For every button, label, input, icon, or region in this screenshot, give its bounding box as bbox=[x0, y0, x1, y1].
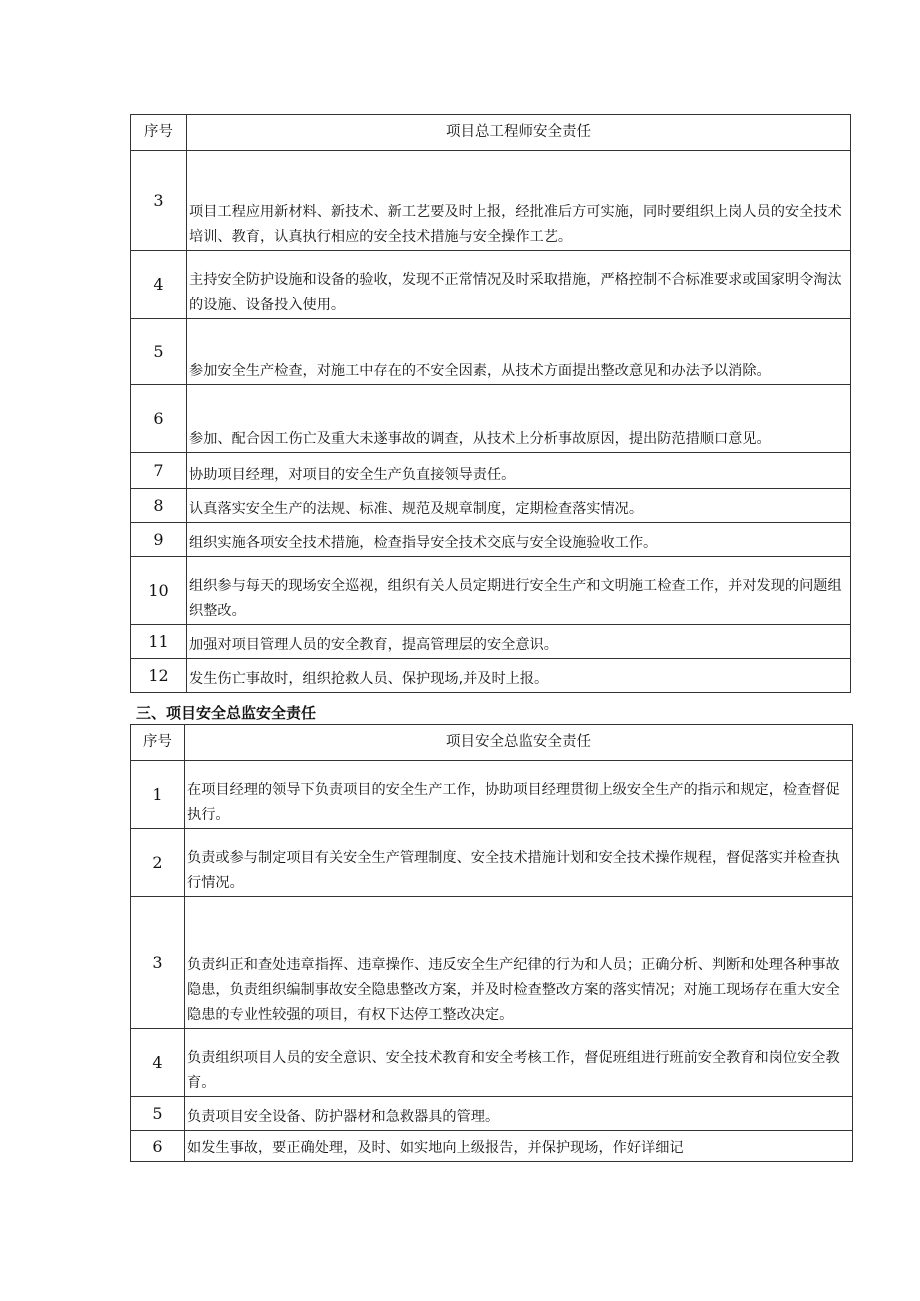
table-row bbox=[131, 829, 853, 897]
table-row bbox=[131, 1097, 853, 1131]
row-text: 组织实施各项安全技术措施，检查指导安全技术交底与安全设施验收工作。 bbox=[187, 523, 851, 557]
row-number: 3 bbox=[131, 897, 185, 1029]
row-text: 负责组织项目人员的安全意识、安全技术教育和安全考核工作，督促班组进行班前安全教育和岗位安全教育。 bbox=[185, 1029, 853, 1097]
row-number: 7 bbox=[131, 453, 187, 489]
table-row bbox=[131, 1029, 853, 1097]
table-row bbox=[131, 761, 853, 829]
row-number: 3 bbox=[131, 151, 187, 251]
table-row bbox=[131, 659, 851, 693]
row-text: 负责或参与制定项目有关安全生产管理制度、安全技术措施计划和安全技术操作规程，督促落实并检查执行情况。 bbox=[185, 829, 853, 897]
safety-director-responsibility-table bbox=[130, 724, 853, 1162]
table-row bbox=[131, 625, 851, 659]
row-number: 12 bbox=[131, 659, 187, 693]
row-number: 6 bbox=[131, 385, 187, 453]
table-row bbox=[131, 897, 853, 1029]
table-row bbox=[131, 1131, 853, 1162]
row-text: 发生伤亡事故时，组织抢救人员、保护现场,并及时上报。 bbox=[187, 659, 851, 693]
table-header-row bbox=[131, 725, 853, 761]
row-text: 主持安全防护设施和设备的验收，发现不正常情况及时采取措施，严格控制不合标准要求或国家明令淘汰的设施、设备投入使用。 bbox=[187, 251, 851, 319]
header-number: 序号 bbox=[131, 115, 187, 151]
row-number: 4 bbox=[131, 1029, 185, 1097]
row-number: 4 bbox=[131, 251, 187, 319]
row-number: 6 bbox=[131, 1131, 185, 1162]
header-title: 项目总工程师安全责任 bbox=[187, 115, 851, 151]
table-header-row bbox=[131, 115, 851, 151]
row-text: 如发生事故，要正确处理，及时、如实地向上级报告，并保护现场，作好详细记 bbox=[185, 1131, 853, 1162]
row-number: 1 bbox=[131, 761, 185, 829]
table-row bbox=[131, 489, 851, 523]
table-row bbox=[131, 151, 851, 251]
row-number: 11 bbox=[131, 625, 187, 659]
row-number: 5 bbox=[131, 319, 187, 385]
row-text: 在项目经理的领导下负责项目的安全生产工作，协助项目经理贯彻上级安全生产的指示和规定，检查督促执行。 bbox=[185, 761, 853, 829]
row-number: 8 bbox=[131, 489, 187, 523]
row-text: 参加、配合因工伤亡及重大未遂事故的调查，从技术上分析事故原因，提出防范措顺口意见。 bbox=[187, 385, 851, 453]
table-row bbox=[131, 251, 851, 319]
chief-engineer-responsibility-table bbox=[130, 114, 851, 693]
section-heading: 三、项目安全总监安全责任 bbox=[136, 704, 317, 722]
row-text: 协助项目经理，对项目的安全生产负直接领导责任。 bbox=[187, 453, 851, 489]
row-text: 项目工程应用新材料、新技术、新工艺要及时上报，经批准后方可实施，同时要组织上岗人员的安全技术培训、教育，认真执行相应的安全技术措施与安全操作工艺。 bbox=[187, 151, 851, 251]
row-text: 参加安全生产检查，对施工中存在的不安全因素，从技术方面提出整改意见和办法予以消除。 bbox=[187, 319, 851, 385]
row-number: 5 bbox=[131, 1097, 185, 1131]
row-number: 10 bbox=[131, 557, 187, 625]
row-text: 认真落实安全生产的法规、标准、规范及规章制度，定期检查落实情况。 bbox=[187, 489, 851, 523]
row-text: 负责纠正和查处违章指挥、违章操作、违反安全生产纪律的行为和人员；正确分析、判断和处理各种事故隐患，负责组织编制事故安全隐患整改方案，并及时检查整改方案的落实情况；对施工现场存在重大安全隐患的专业性较强的项目，有权下达停工整改决定。 bbox=[185, 897, 853, 1029]
row-text: 加强对项目管理人员的安全教育，提高管理层的安全意识。 bbox=[187, 625, 851, 659]
header-number: 序号 bbox=[131, 725, 185, 761]
row-text: 负责项目安全设备、防护器材和急救器具的管理。 bbox=[185, 1097, 853, 1131]
row-number: 9 bbox=[131, 523, 187, 557]
table-row bbox=[131, 319, 851, 385]
header-title: 项目安全总监安全责任 bbox=[185, 725, 853, 761]
row-number: 2 bbox=[131, 829, 185, 897]
table-row bbox=[131, 385, 851, 453]
table-row bbox=[131, 557, 851, 625]
row-text: 组织参与每天的现场安全巡视，组织有关人员定期进行安全生产和文明施工检查工作，并对发现的问题组织整改。 bbox=[187, 557, 851, 625]
table-row bbox=[131, 453, 851, 489]
table-row bbox=[131, 523, 851, 557]
